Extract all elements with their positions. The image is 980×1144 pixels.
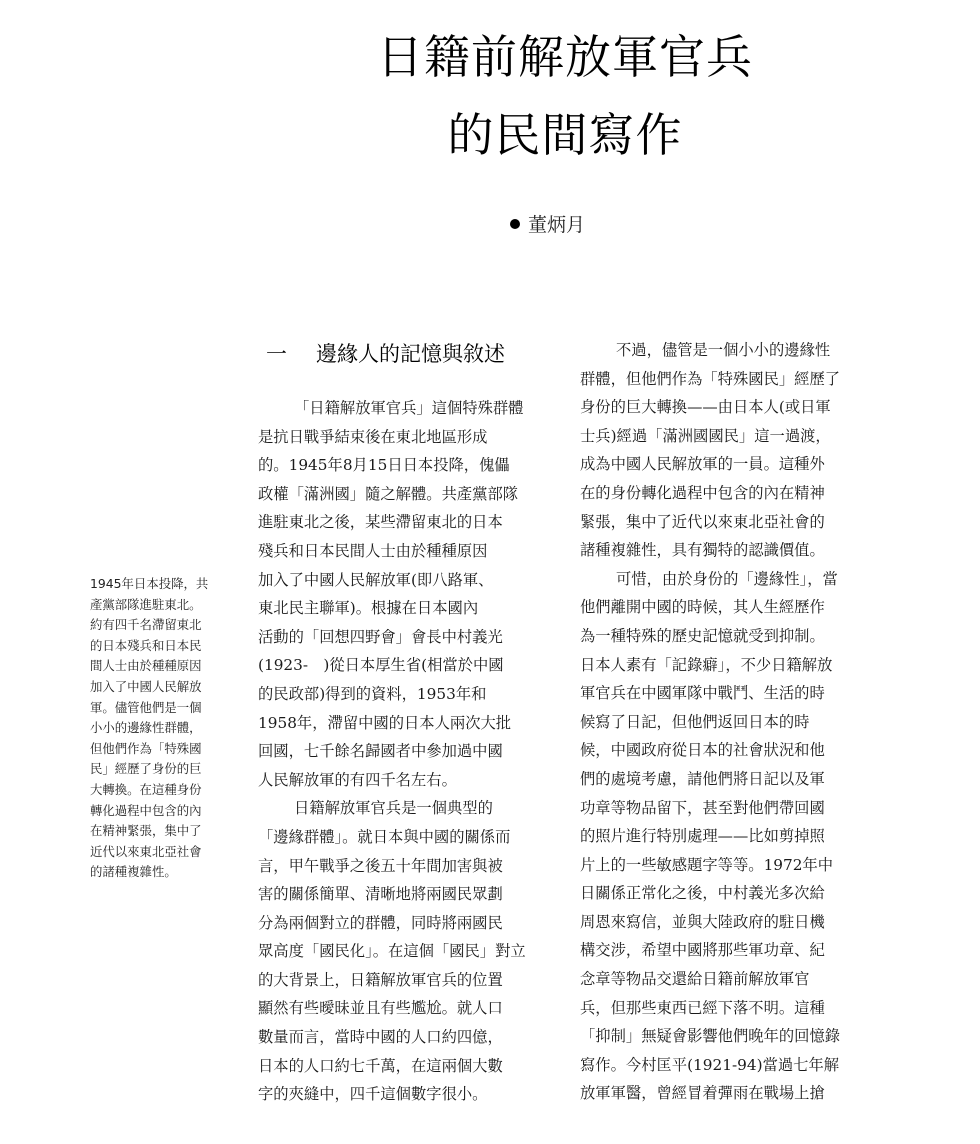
text-line: 諸種複雜性，具有獨特的認識價值。 bbox=[580, 541, 825, 560]
text-line: (1923- )從日本厚生省(相當於中國 bbox=[258, 656, 504, 675]
text-line: 活動的「回想四野會」會長中村義光 bbox=[258, 627, 503, 646]
note-line: 軍。儘管他們是一個 bbox=[90, 699, 202, 715]
text-line: 害的關係簡單、清晰地將兩國民眾劃 bbox=[258, 885, 503, 904]
text-line: 放軍軍醫，曾經冒着彈雨在戰場上搶 bbox=[580, 1084, 825, 1103]
text-line: 回國，七千餘名歸國者中參加過中國 bbox=[258, 742, 503, 761]
text-line: 言，甲午戰爭之後五十年間加害與被 bbox=[258, 856, 503, 875]
margin-note bbox=[90, 574, 230, 883]
text-line: 們的處境考慮，請他們將日記以及軍 bbox=[580, 769, 825, 788]
text-line: 候，中國政府從日本的社會狀況和他 bbox=[580, 741, 825, 760]
bullet-icon bbox=[510, 219, 520, 229]
text-line: 1958年，滯留中國的日本人兩次大批 bbox=[258, 713, 512, 732]
text-line: 可惜，由於身份的「邊緣性」，當 bbox=[616, 569, 838, 588]
text-line: 「抑制」無疑會影響他們晚年的回憶錄 bbox=[580, 1027, 841, 1046]
text-line: 「邊緣群體」。就日本與中國的關係而 bbox=[258, 827, 511, 846]
text-line: 東北民主聯軍)。根據在日本國內 bbox=[258, 599, 479, 618]
section-title: 邊緣人的記憶與敘述 bbox=[316, 342, 505, 366]
note-line: 在精神緊張，集中了 bbox=[90, 823, 202, 839]
text-line: 他們離開中國的時候，其人生經歷作 bbox=[580, 598, 825, 617]
text-line: 不過，儘管是一個小小的邊緣性 bbox=[616, 341, 831, 359]
title-line-1: 日籍前解放軍官兵 bbox=[377, 30, 753, 84]
text-line: 的民政部)得到的資料，1953年和 bbox=[258, 684, 487, 703]
text-line: 士兵)經過「滿洲國國民」這一過渡， bbox=[580, 426, 831, 445]
author-name: 董炳月 bbox=[528, 214, 586, 236]
note-line: 大轉換。在這種身份 bbox=[90, 781, 202, 797]
note-line: 近代以來東北亞社會 bbox=[90, 843, 202, 859]
text-line: 字的夾縫中，四千這個數字很小。 bbox=[258, 1085, 488, 1104]
text-line: 的照片進行特別處理——比如剪掉照 bbox=[580, 827, 825, 846]
text-line: 群體，但他們作為「特殊國民」經歷了 bbox=[580, 369, 841, 388]
note-line: 產黨部隊進駐東北。 bbox=[90, 596, 202, 612]
text-line: 是抗日戰爭結束後在東北地區形成 bbox=[258, 427, 488, 446]
text-line: 為一種特殊的歷史記憶就受到抑制。 bbox=[580, 626, 825, 645]
note-line: 轉化過程中包含的內 bbox=[90, 802, 202, 818]
body-column-right bbox=[580, 336, 862, 1108]
note-line: 民」經歷了身份的巨 bbox=[90, 761, 202, 777]
text-line: 日關係正常化之後，中村義光多次給 bbox=[580, 884, 825, 903]
text-line: 軍官兵在中國軍隊中戰鬥、生活的時 bbox=[580, 684, 825, 703]
text-line: 加入了中國人民解放軍(即八路軍、 bbox=[258, 570, 494, 589]
text-line: 人民解放軍的有四千名左右。 bbox=[258, 770, 457, 789]
text-line: 周恩來寫信，並與大陸政府的駐日機 bbox=[580, 912, 825, 931]
body-column-left bbox=[258, 394, 540, 1109]
text-line: 身份的巨大轉換——由日本人(或日軍 bbox=[580, 398, 831, 417]
text-line: 候寫了日記，但他們返回日本的時 bbox=[580, 712, 810, 731]
text-line: 日本人素有「記錄癖」，不少日籍解放 bbox=[580, 655, 833, 674]
text-line: 成為中國人民解放軍的一員。這種外 bbox=[580, 455, 825, 474]
text-line: 片上的一些敏感題字等等。1972年中 bbox=[580, 855, 834, 874]
text-line: 眾高度「國民化」。在這個「國民」對立 bbox=[258, 942, 526, 961]
note-line: 約有四千名滯留東北 bbox=[90, 617, 202, 633]
text-line: 數量而言，當時中國的人口約四億， bbox=[258, 1028, 503, 1047]
text-line: 在的身份轉化過程中包含的內在精神 bbox=[580, 483, 825, 502]
note-line: 加入了中國人民解放 bbox=[90, 678, 202, 694]
text-line: 構交涉，希望中國將那些軍功章、紀 bbox=[580, 941, 825, 960]
note-line: 間人士由於種種原因 bbox=[90, 658, 202, 674]
text-line: 分為兩個對立的群體，同時將兩國民 bbox=[258, 913, 503, 932]
text-line: 日籍解放軍官兵是一個典型的 bbox=[294, 799, 493, 818]
text-line: 寫作。今村匡平(1921-94)當過七年解 bbox=[580, 1055, 840, 1074]
text-line: 緊張，集中了近代以來東北亞社會的 bbox=[580, 512, 825, 531]
section-heading bbox=[266, 338, 505, 368]
text-line: 功章等物品留下，甚至對他們帶回國 bbox=[580, 798, 825, 817]
title-line-2: 的民間寫作 bbox=[447, 108, 683, 162]
note-line: 的日本殘兵和日本民 bbox=[90, 637, 202, 653]
text-line: 顯然有些曖昧並且有些尷尬。就人口 bbox=[258, 999, 503, 1018]
text-line: 進駐東北之後，某些滯留東北的日本 bbox=[258, 513, 503, 532]
text-line: 的大背景上，日籍解放軍官兵的位置 bbox=[258, 970, 503, 989]
section-number: 一 bbox=[266, 342, 287, 366]
text-line: 的。1945年8月15日日本投降，傀儡 bbox=[258, 456, 510, 475]
text-line: 殘兵和日本民間人士由於種種原因 bbox=[258, 541, 488, 560]
note-line: 但他們作為「特殊國 bbox=[90, 740, 202, 756]
text-line: 政權「滿洲國」隨之解體。共產黨部隊 bbox=[258, 484, 519, 503]
note-line: 小小的邊緣性群體， bbox=[90, 720, 202, 736]
text-line: 「日籍解放軍官兵」這個特殊群體 bbox=[294, 399, 524, 417]
text-line: 兵，但那些東西已經下落不明。這種 bbox=[580, 998, 825, 1017]
article-title bbox=[330, 18, 800, 174]
text-line: 念章等物品交還給日籍前解放軍官 bbox=[580, 970, 810, 989]
text-line: 日本的人口約七千萬，在這兩個大數 bbox=[258, 1056, 503, 1075]
note-line: 的諸種複雜性。 bbox=[90, 864, 177, 880]
note-line: 1945年日本投降，共 bbox=[90, 576, 209, 591]
author-byline bbox=[510, 210, 585, 237]
